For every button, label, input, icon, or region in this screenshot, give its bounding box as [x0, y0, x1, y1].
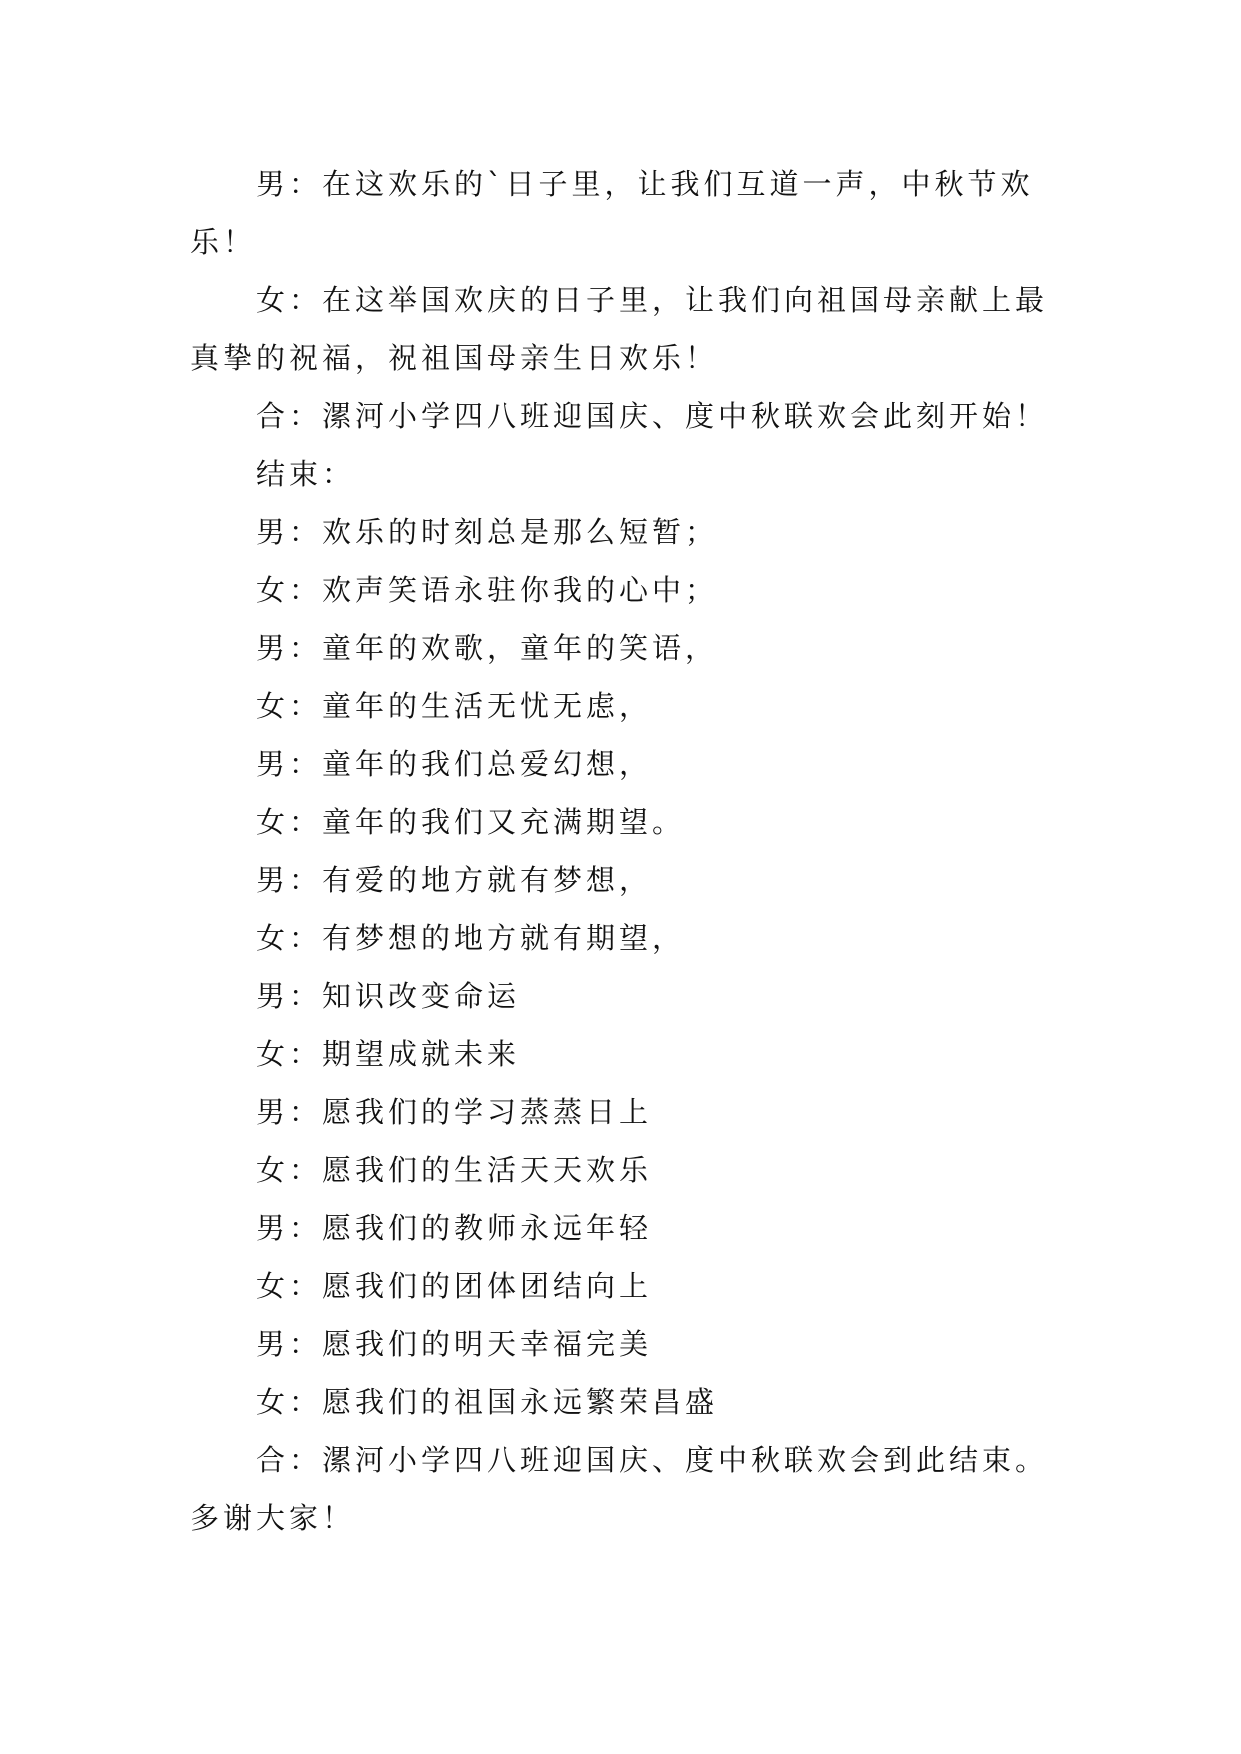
paragraph-8: 女：童年的生活无忧无虑，	[256, 689, 653, 723]
paragraph-4: 结束：	[256, 457, 356, 491]
paragraph-3: 合：漯河小学四八班迎国庆、度中秋联欢会此刻开始！	[256, 399, 1049, 433]
paragraph-9: 男：童年的我们总爱幻想，	[256, 747, 653, 781]
paragraph-21: 合：漯河小学四八班迎国庆、度中秋联欢会到此结束。多谢大家！	[190, 1443, 1049, 1535]
paragraph-19: 男：愿我们的明天幸福完美	[256, 1327, 653, 1361]
paragraph-5: 男：欢乐的时刻总是那么短暂；	[256, 515, 719, 549]
paragraph-18: 女：愿我们的团体团结向上	[256, 1269, 653, 1303]
paragraph-10: 女：童年的我们又充满期望。	[256, 805, 686, 839]
document-body	[190, 155, 1050, 1547]
paragraph-13: 男：知识改变命运	[256, 979, 521, 1013]
paragraph-14: 女：期望成就未来	[256, 1037, 521, 1071]
paragraph-6: 女：欢声笑语永驻你我的心中；	[256, 573, 719, 607]
paragraph-2: 女：在这举国欢庆的日子里，让我们向祖国母亲献上最真挚的祝福，祝祖国母亲生日欢乐！	[190, 283, 1049, 375]
paragraph-11: 男：有爱的地方就有梦想，	[256, 863, 653, 897]
paragraph-16: 女：愿我们的生活天天欢乐	[256, 1153, 653, 1187]
paragraph-12: 女：有梦想的地方就有期望，	[256, 921, 686, 955]
paragraph-1: 男：在这欢乐的`日子里，让我们互道一声，中秋节欢乐！	[190, 167, 1034, 259]
paragraph-17: 男：愿我们的教师永远年轻	[256, 1211, 653, 1245]
paragraph-20: 女：愿我们的祖国永远繁荣昌盛	[256, 1385, 719, 1419]
paragraph-15: 男：愿我们的学习蒸蒸日上	[256, 1095, 653, 1129]
paragraph-7: 男：童年的欢歌，童年的笑语，	[256, 631, 719, 665]
